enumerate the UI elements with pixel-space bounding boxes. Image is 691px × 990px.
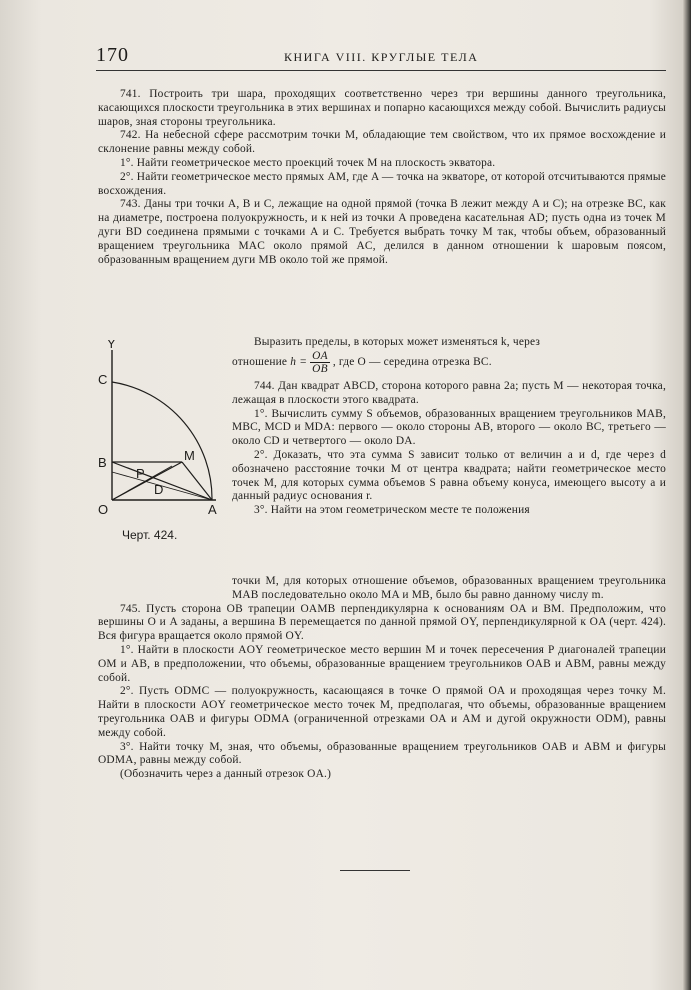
figure-424 <box>96 340 226 520</box>
section-divider <box>340 870 410 871</box>
fraction-denominator: OB <box>312 362 328 375</box>
label-C: C <box>98 372 108 387</box>
text-block-formula <box>232 336 666 375</box>
label-O: O <box>98 502 109 517</box>
text-block-top <box>98 88 666 267</box>
label-P: P <box>136 466 145 481</box>
paragraph: 1°. Найти геометрическое место проекций точек M на плоскость экватора. <box>120 156 496 169</box>
label-B: B <box>98 455 107 470</box>
paragraph: Выразить пределы, в которых может изменяться k, через <box>254 336 541 348</box>
label-D: D <box>154 482 164 497</box>
figure-424-drawing <box>96 340 226 520</box>
formula-prefix: отношение <box>232 355 288 368</box>
formula-suffix: , где O — середина отрезка BC. <box>332 355 492 368</box>
label-Y: Y <box>107 340 116 351</box>
running-title: КНИГА VIII. КРУГЛЫЕ ТЕЛА <box>284 50 479 64</box>
formula-fraction <box>310 350 330 375</box>
page-header <box>96 44 666 71</box>
paragraph: 743. Даны три точки A, B и C, лежащие на одной прямой (точка B лежит между A и C); на отрезке BC, как на диаметре, построена полуокружность, и к ней из точки A проведена касательная AD; пусть одна из точек M дуги BD соединена прямыми с точками A и C. Требуется выбрать точку M так, чтобы объем, образованный вращением треугольника MAC около прямой AC, делился в данном отношении k шаровым поясом, образованным вращением дуги MB около той же прямой. <box>98 198 666 266</box>
text-block-middle <box>232 380 666 518</box>
paragraph: 2°. Доказать, что эта сумма S зависит только от величин a и d, где через d обозначено расстояние точки M от центра квадрата; найти геометрическое место точек M, для которых сумма объемов S равна объему конуса, имеющего высоту a и данный радиус основания r. <box>232 448 666 503</box>
paragraph: 1°. Вычислить сумму S объемов, образованных вращением треугольников MAB, MBC, MCD и MDA: первого — около стороны AB, второго — около BC, третьего — около CD и четвертого — около DA. <box>232 407 666 448</box>
paragraph: 1°. Найти в плоскости AOY геометрическое место вершин M и точек пересечения P диагоналей трапеции OM и AB, в предположении, что объемы, образованные вращением треугольников OAB и ABM, равны между собой. <box>98 643 666 684</box>
fraction-numerator: OA <box>312 349 328 362</box>
paragraph: (Обозначить через a данный отрезок OA.) <box>120 768 332 781</box>
formula-h: h = <box>290 355 308 368</box>
text-block-bottom <box>98 575 666 782</box>
book-spine-shadow <box>683 0 691 990</box>
paragraph: точки M, для которых отношение объемов, образованных вращением треугольника MAB последовательно около MA и MB, было бы равно данному числу m. <box>232 575 666 601</box>
paragraph: 745. Пусть сторона OB трапеции OAMB перпендикулярна к основаниям OA и BM. Предположим, что вершины O и A заданы, а вершина B перемещается по данной прямой OY, перпендикулярной к OA (черт. 424). Вся фигура вращается около прямой OY. <box>98 602 666 643</box>
paragraph: 3°. Найти на этом геометрическом месте те положения <box>254 504 530 517</box>
paragraph: 741. Построить три шара, проходящих соответственно через три вершины данного треугольника, касающихся плоскости треугольника в этих вершинах и попарно касающихся между собой. Вычислить радиусы шаров, зная стороны треугольника. <box>98 88 666 128</box>
paragraph: 742. На небесной сфере рассмотрим точки M, обладающие тем свойством, что их прямое восхождение и склонение равны между собой. <box>98 129 666 156</box>
paragraph: 2°. Найти геометрическое место прямых AM, где A — точка на экваторе, от которой отсчитываются прямые восхождения. <box>98 170 666 197</box>
paragraph: 744. Дан квадрат ABCD, сторона которого равна 2a; пусть M — некоторая точка, лежащая в плоскости этого квадрата. <box>232 380 666 406</box>
label-M: M <box>184 448 195 463</box>
paragraph: 3°. Найти точку M, зная, что объемы, образованные вращением треугольников OAB и ABM и фигуры ODMA, равны между собой. <box>98 740 666 767</box>
page-number: 170 <box>96 44 129 66</box>
formula-line <box>232 350 666 375</box>
label-A: A <box>208 502 217 517</box>
figure-caption: Черт. 424. <box>122 528 178 542</box>
paragraph: 2°. Пусть ODMC — полуокружность, касающаяся в точке O прямой OA и проходящая через точку M. Найти в плоскости AOY геометрическое место точек M, предполагая, что объемы, образованные вращением треугольника OAB и фигуры ODMA (ограниченной отрезками OA и AM и дугой окружности ODM), равны между собой. <box>98 685 666 739</box>
